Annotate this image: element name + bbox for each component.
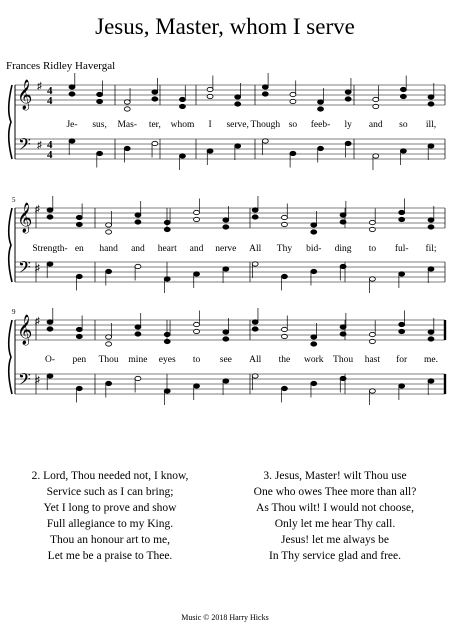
note-head [106,230,112,234]
note-head [340,332,346,336]
note-head [106,381,112,385]
note-head [281,274,287,278]
note-head [97,151,103,155]
note-head [164,227,170,231]
note-head [135,376,141,380]
note-head [135,332,141,336]
verse-2 [10,468,210,564]
page-title: Jesus, Master, whom I serve [95,14,355,39]
note-head [318,146,324,150]
measure-number: 9 [12,308,16,316]
note-head [76,386,82,390]
note-head [345,90,351,94]
note-head [399,384,405,388]
note-head [179,154,185,158]
note-head [223,379,229,383]
note-head [69,92,75,96]
note-head [262,85,268,89]
note-head [76,334,82,338]
note-head [428,225,434,229]
note-head [152,97,158,101]
note-head [399,217,405,221]
note-head [340,213,346,217]
lyric-syllable: for [396,355,408,365]
lyric-syllable: whom [170,120,195,130]
note-head [106,269,112,273]
time-signature-bottom: 4 [47,95,53,107]
note-head [207,149,213,153]
note-head [311,269,317,273]
note-head [369,389,375,393]
lyric-syllable: ly [344,120,352,130]
note-head [281,327,287,331]
lyric-syllable: mine [128,355,148,365]
note-head [164,332,170,336]
bass-clef-icon: 𝄢 [18,259,31,281]
note-head [223,225,229,229]
lyric-syllable: work [304,355,324,365]
note-head [399,210,405,214]
lyric-syllable: Thy [276,244,293,254]
note-head [340,376,346,380]
sharp-icon: ♯ [35,375,40,386]
note-head [47,215,53,219]
lyric-syllable: ter, [148,120,161,130]
note-head [47,327,53,331]
note-head [311,335,317,339]
note-head [400,87,406,91]
note-head [152,90,158,94]
note-head [194,329,200,333]
lyric-syllable: ill, [425,120,437,130]
verse-line: 2. Lord, Thou needed not, I know, [31,470,189,482]
note-head [235,144,241,148]
lyric-syllable: ful- [394,244,409,254]
note-head [340,264,346,268]
author: Frances Ridley Havergal [6,60,116,72]
note-head [106,223,112,227]
lyric-syllable: All [249,244,262,254]
verse-line: One who owes Thee more than all? [253,486,417,498]
lyric-syllable: feeb- [310,120,331,130]
note-head [223,267,229,271]
note-head [47,208,53,212]
note-head [318,100,324,104]
lyric-syllable: Thou [98,355,119,365]
note-head [281,386,287,390]
note-head [369,332,375,336]
copyright-footer: Music © 2018 Harry Hicks [181,613,269,622]
note-head [311,230,317,234]
note-head [428,330,434,334]
note-head [235,102,241,106]
brace [9,85,12,159]
lyric-syllable: Thou [333,355,354,365]
treble-clef-icon: 𝄞 [17,203,33,232]
note-head [124,100,130,104]
brace [9,320,12,394]
lyric-syllable: fil; [425,244,437,254]
sharp-icon: ♯ [37,81,42,92]
note-head [223,330,229,334]
note-head [369,227,375,231]
verse-line: Jesus! let me always be [281,534,389,546]
lyric-syllable: Though [250,120,281,130]
sharp-icon: ♯ [35,263,40,274]
note-head [311,381,317,385]
sharp-icon: ♯ [35,204,40,215]
note-head [179,97,185,101]
lyric-syllable: the [278,355,291,365]
note-head [290,92,296,96]
note-head [252,374,258,378]
note-head [428,102,434,106]
note-head [164,389,170,393]
sharp-icon: ♯ [35,316,40,327]
note-head [290,99,296,103]
note-head [428,95,434,99]
note-head [340,220,346,224]
note-head [235,95,241,99]
lyric-syllable: me. [424,355,438,365]
note-head [76,215,82,219]
lyric-syllable: and [189,244,204,254]
measure-number: 5 [12,196,16,204]
note-head [106,342,112,346]
lyric-syllable: bid- [306,244,322,254]
note-head [207,87,213,91]
lyric-syllable: hast [364,355,381,365]
lyric-syllable: so [399,120,408,130]
note-head [164,277,170,281]
verse-3 [235,468,435,564]
lyric-syllable: O- [44,355,56,365]
lyric-syllable: to [192,355,201,365]
verse-line: Yet I long to prove and show [43,502,177,514]
lyric-syllable: and [368,120,383,130]
note-head [252,215,258,219]
brace [9,208,12,282]
verse-line: Let me be a praise to Thee. [47,550,173,562]
lyric-syllable: All [249,355,262,365]
lyric-syllable: Je- [66,120,78,130]
lyric-syllable: to [368,244,377,254]
lyric-syllable: sus, [92,120,107,130]
note-head [428,218,434,222]
note-head [152,141,158,145]
note-head [76,222,82,226]
note-head [399,272,405,276]
note-head [252,262,258,266]
note-head [223,218,229,222]
note-head [428,144,434,148]
lyric-syllable: hand [99,244,118,254]
note-head [69,139,75,143]
note-head [262,139,268,143]
lyric-syllable: Mas- [117,120,137,130]
note-head [194,322,200,326]
note-head [124,107,130,111]
note-head [373,97,379,101]
treble-clef-icon: 𝄞 [17,80,33,109]
verse-line: Thou an honour art to me, [49,534,171,546]
verse-line: Only let me hear Thy call. [274,518,396,530]
note-head [399,329,405,333]
note-head [106,335,112,339]
note-head [290,151,296,155]
lyric-syllable: heart [157,244,177,254]
note-head [281,222,287,226]
note-head [135,213,141,217]
note-head [400,94,406,98]
time-signature-top: 4 [47,85,53,97]
note-head [428,379,434,383]
note-head [311,223,317,227]
lyric-syllable: eyes [158,355,176,365]
bass-clef-icon: 𝄢 [18,371,31,393]
note-head [164,339,170,343]
note-head [428,267,434,271]
note-head [318,107,324,111]
note-head [194,210,200,214]
note-head [223,337,229,341]
note-head [262,92,268,96]
note-head [194,272,200,276]
note-head [76,274,82,278]
lyric-syllable: pen [72,355,87,365]
note-head [373,154,379,158]
note-head [252,320,258,324]
note-head [311,342,317,346]
note-head [373,104,379,108]
note-head [400,149,406,153]
note-head [252,327,258,331]
verse-line: Full allegiance to my King. [46,518,174,530]
note-head [252,208,258,212]
note-head [207,94,213,98]
lyric-syllable: so [288,120,298,130]
note-head [69,85,75,89]
note-head [76,327,82,331]
note-head [428,337,434,341]
lyric-syllable: see [219,355,232,365]
lyric-syllable: serve, [226,120,249,130]
time-signature-top: 4 [47,139,53,151]
sharp-icon: ♯ [37,140,42,151]
note-head [97,99,103,103]
lyric-syllable: and [131,244,145,254]
note-head [47,320,53,324]
note-head [194,217,200,221]
lyric-syllable: ding [334,244,352,254]
note-head [164,220,170,224]
note-head [340,325,346,329]
note-head [135,220,141,224]
lyric-syllable: en [74,244,84,254]
treble-clef-icon: 𝄞 [17,315,33,344]
note-head [97,92,103,96]
verse-line: Service such as I can bring; [46,486,174,498]
note-head [369,339,375,343]
note-head [47,374,53,378]
note-head [194,384,200,388]
note-head [124,146,130,150]
note-head [369,220,375,224]
note-head [345,97,351,101]
lyric-syllable: Strength- [32,244,68,254]
note-head [399,322,405,326]
note-head [345,141,351,145]
note-head [179,104,185,108]
note-head [281,215,287,219]
bass-clef-icon: 𝄢 [18,136,31,158]
note-head [281,334,287,338]
note-head [369,277,375,281]
note-head [135,264,141,268]
lyric-syllable: nerve [215,244,237,254]
verse-line: As Thou wilt! I would not choose, [256,502,414,514]
verse-line: 3. Jesus, Master! wilt Thou use [263,470,407,482]
time-signature-bottom: 4 [47,149,53,161]
note-head [135,325,141,329]
note-head [47,262,53,266]
lyric-syllable: I [208,120,212,130]
verse-line: In Thy service glad and free. [269,550,401,562]
